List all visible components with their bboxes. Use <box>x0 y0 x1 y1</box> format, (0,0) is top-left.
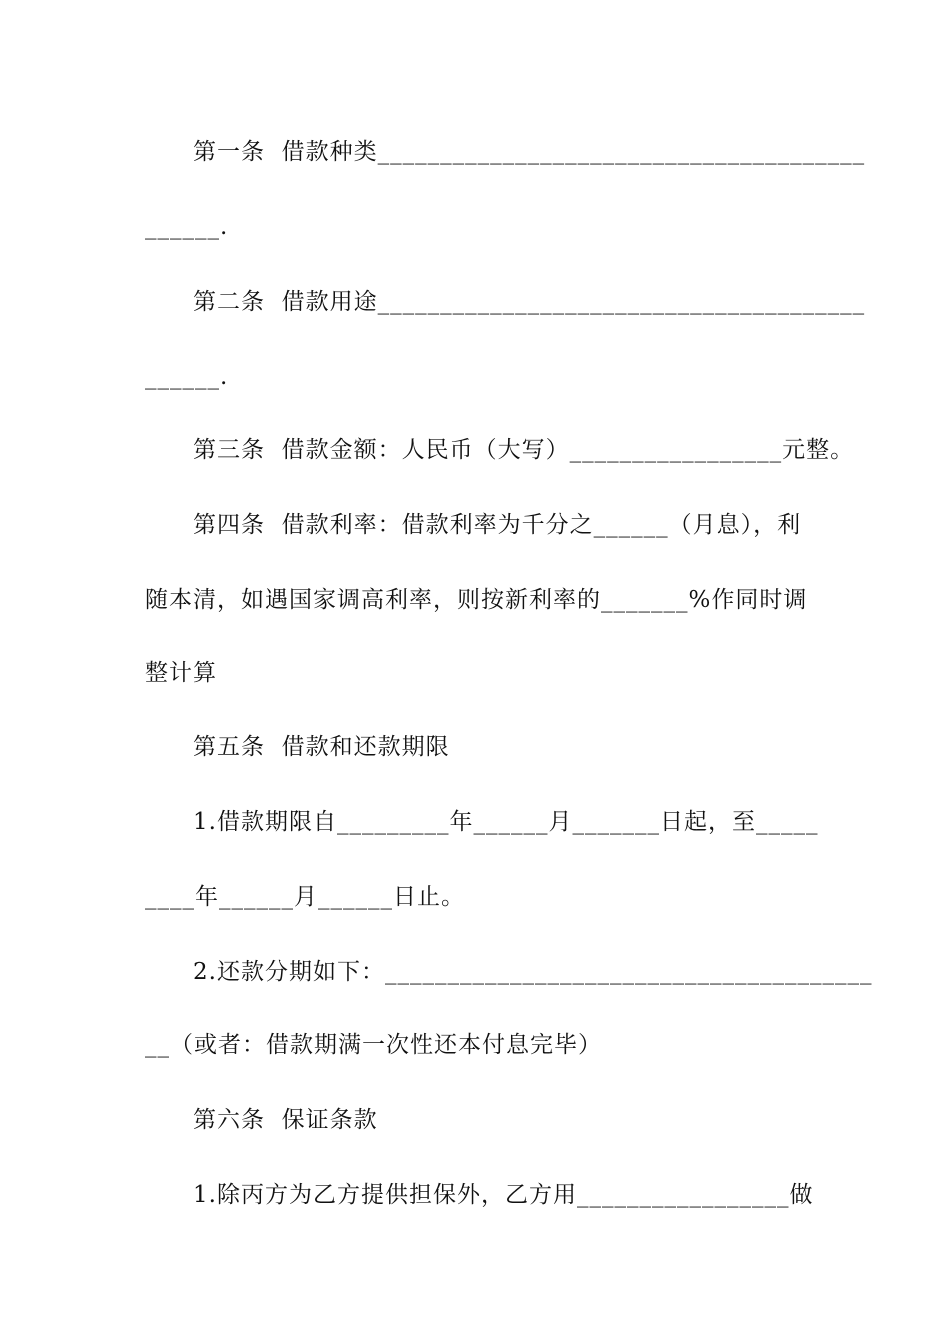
article-6-heading: 第六条 保证条款 <box>193 1107 378 1133</box>
article-4-continuation-2: 整计算 <box>145 660 217 686</box>
article-2-continuation: ______. <box>145 364 229 390</box>
article-2-line: 第二条 借款用途_______________________________________ <box>193 289 866 315</box>
article-1-continuation: ______. <box>145 214 229 240</box>
article-1-line: 第一条 借款种类_______________________________________ <box>193 139 866 165</box>
article-6-item-1: 1.除丙方为乙方提供担保外，乙方用_________________做 <box>193 1182 814 1208</box>
article-5-item-2: 2.还款分期如下：_______________________________________ <box>193 959 873 985</box>
article-5-item-1-continuation: ____年______月______日止。 <box>145 884 465 910</box>
article-5-heading: 第五条 借款和还款期限 <box>193 734 450 760</box>
article-4-continuation: 随本清，如遇国家调高利率，则按新利率的_______%作同时调 <box>145 587 808 613</box>
article-5-item-2-continuation: __（或者：借款期满一次性还本付息完毕） <box>145 1032 602 1058</box>
article-3-line: 第三条 借款金额：人民币（大写）_________________元整。 <box>193 437 855 463</box>
article-4-line: 第四条 借款利率：借款利率为千分之______（月息），利 <box>193 512 802 538</box>
article-5-item-1: 1.借款期限自_________年______月_______日起，至_____ <box>193 809 819 835</box>
